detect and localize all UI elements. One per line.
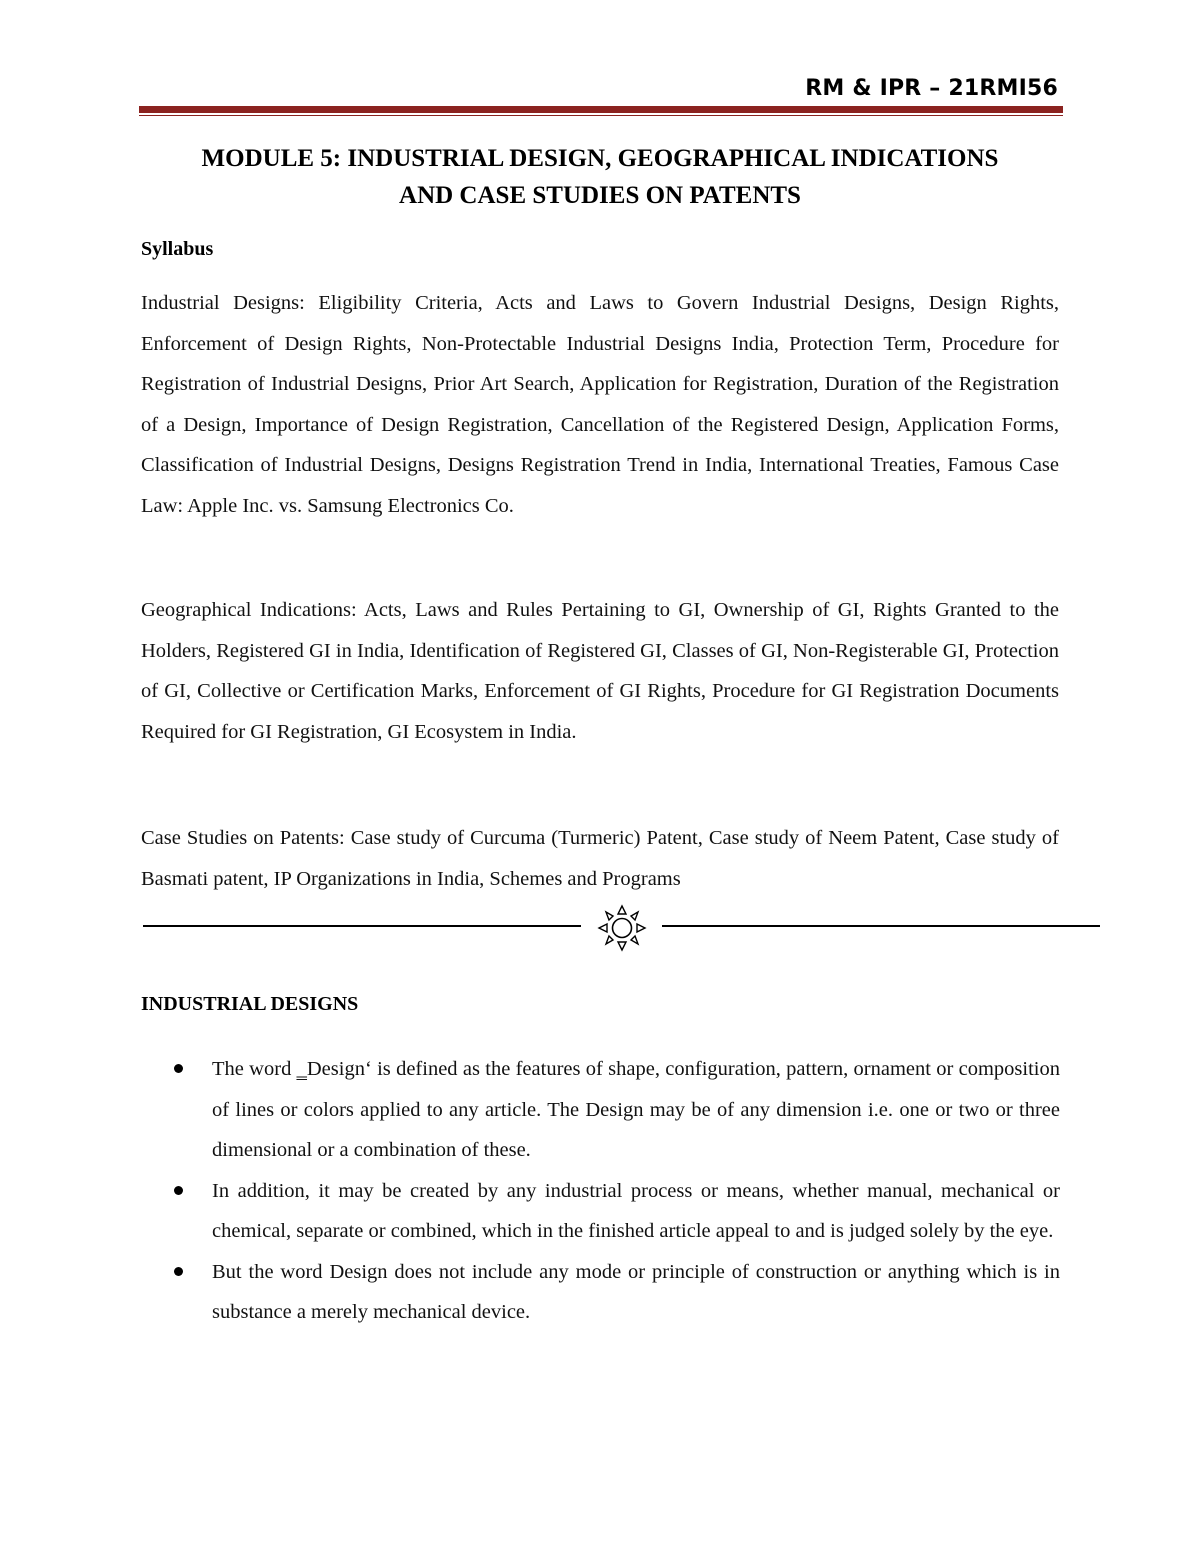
industrial-designs-heading: INDUSTRIAL DESIGNS — [141, 993, 359, 1015]
syllabus-paragraph-geographical-indications: Geographical Indications: Acts, Laws and Rules Pertaining to GI, Ownership of GI, Rights Granted to the Holders, Registered GI in India, Identification of Registered GI, Classes of GI, Non-Registerable GI, Protection of GI, Collective or Certification Marks, Enforcement of GI Rights, Procedure for GI Registration Documents Required for GI Registration, GI Ecosystem in India. — [141, 599, 1059, 743]
list-item — [172, 1252, 1060, 1333]
syllabus-paragraph-industrial-designs: Industrial Designs: Eligibility Criteria, Acts and Laws to Govern Industrial Designs, Design Rights, Enforcement of Design Rights, Non-Protectable Industrial Designs India, Protection Term, Procedure for Registration of Industrial Designs, Prior Art Search, Application for Registration, Duration of the Registration of a Design, Importance of Design Registration, Cancellation of the Registered Design, Application Forms, Classification of Industrial Designs, Designs Registration Trend in India, International Treaties, Famous Case Law: Apple Inc. vs. Samsung Electronics Co. — [141, 292, 1059, 517]
bullet-text: In addition, it may be created by any industrial process or means, whether manual, mechanical or chemical, separate or combined, which in the finished article appeal to and is judged solely by the eye. — [212, 1179, 1060, 1242]
bullet-icon — [174, 1186, 183, 1195]
section-divider — [141, 902, 1101, 952]
course-code-header: RM & IPR – 21RMI56 — [805, 76, 1058, 101]
header-rule — [139, 106, 1063, 113]
industrial-designs-bullet-list — [172, 1049, 1060, 1333]
module-title-line-1: MODULE 5: INDUSTRIAL DESIGN, GEOGRAPHICAL INDICATIONS — [201, 145, 999, 172]
bullet-icon — [174, 1267, 183, 1276]
list-item — [172, 1171, 1060, 1252]
module-title-line-2: AND CASE STUDIES ON PATENTS — [399, 182, 801, 209]
header-rule-thin — [139, 115, 1063, 116]
bullet-text: The word ‗Design‘ is defined as the features of shape, configuration, pattern, ornament or composition of lines or colors applied to any article. The Design may be of any dimension i.e. one or two or three dimensional or a combination of these. — [212, 1058, 1060, 1161]
sun-ornament-icon — [596, 903, 648, 953]
bullet-text: But the word Design does not include any mode or principle of construction or anything which is in substance a merely mechanical device. — [212, 1260, 1060, 1323]
divider-line-right — [662, 925, 1100, 927]
divider-line-left — [143, 925, 581, 927]
syllabus-paragraph-case-studies: Case Studies on Patents: Case study of Curcuma (Turmeric) Patent, Case study of Neem Patent, Case study of Basmati patent, IP Organizations in India, Schemes and Programs — [141, 827, 1059, 890]
module-title — [140, 140, 1060, 214]
list-item — [172, 1049, 1060, 1171]
syllabus-heading: Syllabus — [141, 238, 214, 260]
bullet-icon — [174, 1064, 183, 1073]
